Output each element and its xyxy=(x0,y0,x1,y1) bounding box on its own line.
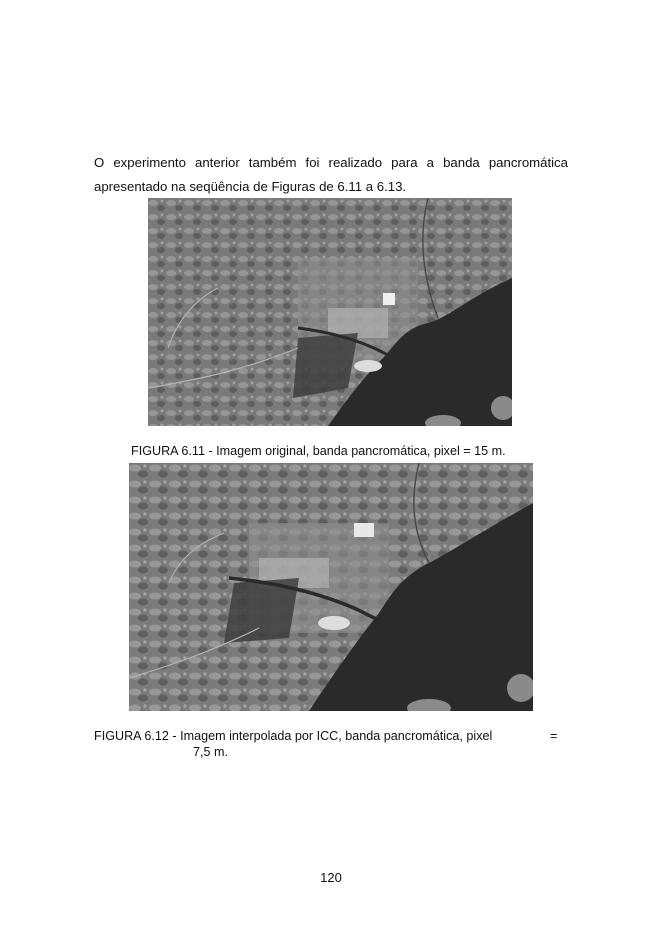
figure-6-11-caption: FIGURA 6.11 - Imagem original, banda pancromática, pixel = 15 m. xyxy=(131,444,506,458)
satellite-image-original xyxy=(148,198,512,426)
figure-6-11-satellite-image xyxy=(148,198,512,426)
figure-6-12-satellite-image xyxy=(129,463,533,711)
satellite-image-interpolated xyxy=(129,463,533,711)
figure-6-12-caption-equals: = xyxy=(550,729,558,743)
page-number: 120 xyxy=(320,870,342,885)
figure-6-12-caption-line1: FIGURA 6.12 - Imagem interpolada por ICC, banda pancromática, pixel xyxy=(94,729,493,743)
figure-6-12-caption-line2: 7,5 m. xyxy=(193,745,228,759)
body-paragraph: O experimento anterior também foi realizado para a banda pancromática apresentado na seqüência de Figuras de 6.11 a 6.13. xyxy=(94,155,568,195)
